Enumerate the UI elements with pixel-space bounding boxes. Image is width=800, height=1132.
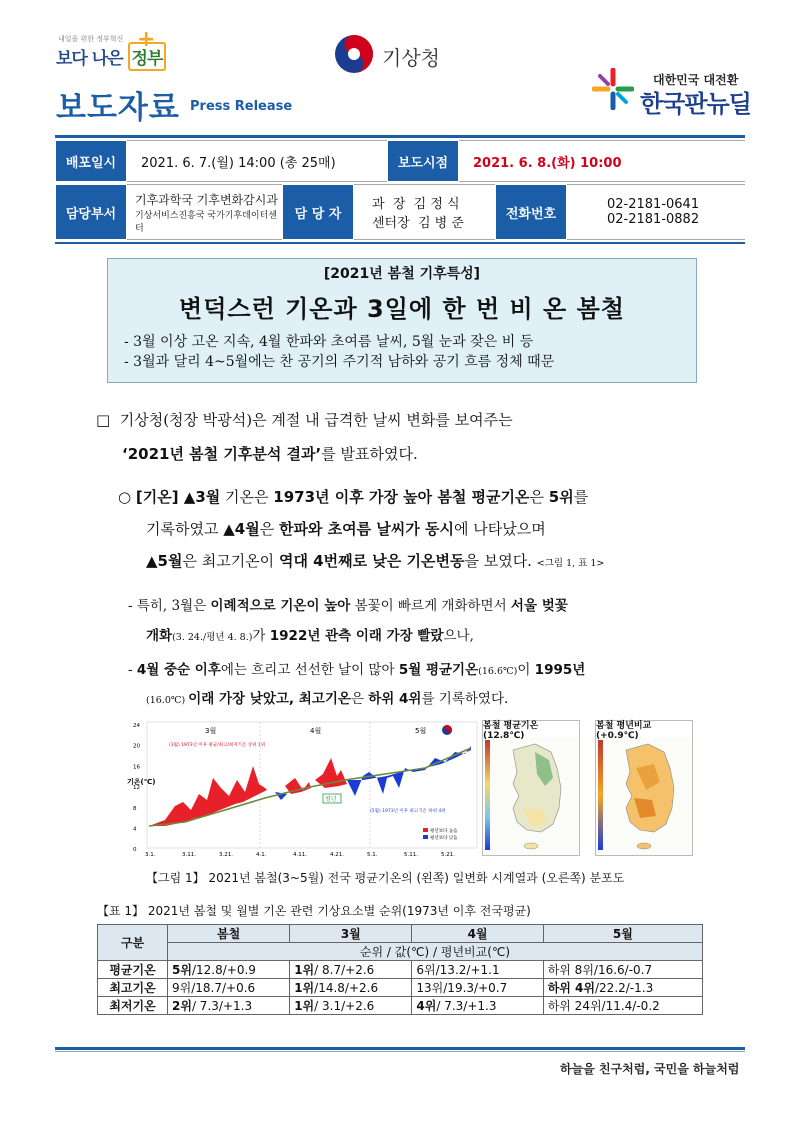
phone-line2: 02-2181-0882 — [607, 212, 700, 227]
p3l2-e: 으나, — [443, 628, 474, 644]
p1-text-c: 를 발표하였다. — [321, 445, 418, 463]
paragraph-3-line-1 — [128, 594, 568, 614]
map-spring-mean — [482, 720, 580, 856]
headline-title: 변덕스런 기온과 3일에 한 번 비 온 봄철 — [179, 295, 625, 323]
cell-value: /14.8/+2.6 — [314, 981, 379, 995]
y-tick-label: 12 — [133, 785, 140, 792]
headline-bullet-1: - 3월 이상 고온 지속, 4월 한파와 초여름 날씨, 5월 눈과 잦은 비 등 — [124, 334, 534, 350]
paragraph-2-line-1 — [118, 486, 588, 507]
table-unit-row — [98, 943, 703, 961]
table-caption: 【표 1】 2021년 봄철 및 월별 기온 관련 기상요소별 순위(1973년 이후 전국평균) — [97, 904, 531, 918]
date-value: 2021. 6. 7.(월) 14:00 (총 25매) — [127, 140, 387, 182]
p3-a: - 특히, 3월은 — [128, 598, 211, 614]
temperature-timeseries-chart — [125, 718, 480, 860]
cell-value: 9위/18.7/+0.6 — [172, 981, 256, 995]
p1-bold: ‘2021년 봄철 기후분석 결과’ — [122, 445, 322, 463]
rank-bold: 2위 — [172, 999, 192, 1013]
table-cell — [412, 961, 543, 979]
p3-d: 서울 벚꽃 — [510, 598, 568, 614]
table-row — [98, 961, 703, 979]
agency-name: 기상청 — [382, 46, 440, 70]
cell-value: / 7.3/+1.3 — [191, 999, 253, 1013]
p2l3-a: ▲5월 — [146, 552, 183, 570]
phone-value — [567, 184, 745, 240]
info-bottom-rule — [55, 242, 745, 244]
embargo-value: 2021. 6. 8.(화) 10:00 — [459, 140, 745, 182]
cell-value: /22.2/-1.3 — [595, 981, 654, 995]
info-top-rule — [55, 135, 745, 138]
y-tick-label: 20 — [133, 743, 140, 750]
x-tick-label: 4.21. — [330, 852, 344, 858]
p4l2-d: 은 — [350, 691, 369, 707]
x-tick-label: 3.11. — [182, 852, 196, 858]
p3l2-c: 가 — [252, 628, 270, 644]
cell-value: 6위/13.2/+1.1 — [416, 963, 500, 977]
table-cell — [543, 979, 702, 997]
x-tick-label: 4.1. — [256, 852, 267, 858]
headline-subtitle: [2021년 봄철 기후특성] — [323, 266, 481, 282]
p4l2-c: , 최고기온 — [288, 691, 351, 707]
rank-bold: 4위 — [416, 999, 437, 1013]
info-row-date — [55, 140, 745, 182]
table-col-header: 구분 — [98, 925, 168, 961]
p2l3-d: 을 보였다. — [464, 552, 532, 570]
p3l2-a: 개화 — [146, 628, 173, 644]
paragraph-3-line-2 — [146, 624, 474, 644]
month-label-may: 5월 — [415, 727, 427, 735]
p3-c: 봄꽃이 빠르게 개화하면서 — [350, 598, 511, 614]
normal-tag: 평년 — [325, 796, 337, 803]
p2-b: ▲3월 — [183, 488, 221, 506]
x-tick-label: 5.21. — [441, 852, 455, 858]
korea-map-1 — [483, 738, 579, 856]
month-label-march: 3월 — [205, 727, 217, 735]
map-spring-anomaly — [595, 720, 693, 856]
x-tick-label: 3.1. — [145, 852, 156, 858]
unit-label: 순위 / 값(℃) / 평년비교(℃) — [168, 943, 703, 961]
person-value — [354, 184, 495, 240]
annotation-march: (3월) 1973년 이후 평균/최고/최저기온 상위 1위 — [169, 743, 266, 748]
rank-bold: 1위 — [294, 963, 315, 977]
headline-bullet-2: - 3월과 달리 4~5월에는 찬 공기의 주기적 남하와 공기 흐름 정체 때문 — [124, 354, 555, 370]
dept-line1: 기후과학국 기후변화감시과 — [135, 192, 278, 207]
p4l2-e: 하위 4위 — [368, 691, 422, 707]
circle-bullet: ○ — [118, 488, 132, 506]
cell-value: 13위/19.3/+0.7 — [416, 981, 508, 995]
table-cell — [168, 979, 290, 997]
table-cell — [290, 997, 412, 1015]
person-line2: 센터장 김 병 준 — [372, 216, 464, 231]
p2-e: 은 — [529, 488, 549, 506]
rank-bold: 하위 4위 — [547, 981, 595, 995]
embargo-label: 보도시점 — [387, 140, 459, 182]
x-tick-label: 4.11. — [293, 852, 307, 858]
dept-line2: 기상서비스진흥국 국가기후데이터센터 — [135, 210, 277, 234]
paragraph-1-line-1 — [96, 409, 513, 430]
p4-a: - — [128, 662, 137, 678]
p2-a: [기온] — [135, 488, 184, 506]
period-march: 3월 — [290, 925, 412, 943]
press-subtitle: Press Release — [190, 99, 293, 114]
table-cell — [168, 997, 290, 1015]
y-tick-label: 16 — [133, 764, 140, 771]
p3-b: 이례적으로 기온이 높아 — [210, 598, 351, 614]
square-bullet: □ — [96, 411, 111, 429]
newdeal-title: 한국판뉴딜 — [640, 90, 751, 118]
period-spring: 봄철 — [168, 925, 290, 943]
p2-d: 1973년 이후 가장 높아 봄철 평균기온 — [273, 488, 530, 506]
p2l3-c: 역대 4번째로 낮은 기온변동 — [278, 552, 465, 570]
y-tick-label: 4 — [133, 826, 137, 833]
p4-d: 5월 평균기온 — [398, 662, 479, 678]
y-tick-label: 0 — [133, 847, 137, 854]
cell-value: /12.8/+0.9 — [191, 963, 256, 977]
table-row — [98, 997, 703, 1015]
legend-warm: 평년보다 높음 — [430, 829, 458, 834]
p4l2-f: 를 기록하였다. — [421, 691, 509, 707]
headline-box — [107, 258, 697, 383]
newdeal-tagline: 대한민국 대전환 — [653, 73, 739, 87]
table-cell — [290, 979, 412, 997]
table-cell — [543, 997, 702, 1015]
paragraph-2-line-2 — [146, 518, 546, 539]
table-cell — [290, 961, 412, 979]
p3l2-b: (3. 24./평년 4. 8.) — [172, 632, 253, 643]
p4-e: (16.6℃) — [478, 666, 518, 677]
row-header: 최저기온 — [98, 997, 168, 1015]
table-row — [98, 979, 703, 997]
footer-rule — [55, 1047, 745, 1050]
p4-f: 이 — [517, 662, 535, 678]
figure-caption: 【그림 1】 2021년 봄철(3~5월) 전국 평균기온의 (왼쪽) 일변화 시계열과 (오른쪽) 분포도 — [146, 871, 625, 885]
map2-title: 봄철 평년비교(+0.9℃) — [596, 721, 692, 737]
x-tick-label: 5.11. — [404, 852, 418, 858]
p4-c: 에는 흐리고 선선한 날이 많아 — [220, 662, 399, 678]
p2l2-b: ▲4월 — [223, 520, 260, 538]
p2l2-a: 기록하였고 — [146, 520, 224, 538]
p1-text-a: 기상청(청장 박광석)은 계절 내 급격한 날씨 변화를 보여주는 — [119, 411, 513, 429]
press-title: 보도자료 — [56, 90, 180, 126]
row-header: 최고기온 — [98, 979, 168, 997]
ranking-table — [97, 924, 703, 1015]
p4-g: 1995년 — [534, 662, 586, 678]
table-cell — [412, 979, 543, 997]
table-header-row — [98, 925, 703, 943]
paragraph-4-line-2 — [146, 687, 508, 707]
p2l2-c: 은 — [259, 520, 279, 538]
phone-label: 전화번호 — [495, 184, 567, 240]
y-tick-label: 24 — [133, 723, 140, 729]
cell-value: / 3.1/+2.6 — [314, 999, 375, 1013]
x-tick-label: 5.1. — [367, 852, 378, 858]
rank-bold: 1위 — [294, 999, 315, 1013]
row-header: 평균기온 — [98, 961, 168, 979]
cell-value: 하위 24위/11.4/-0.2 — [547, 999, 660, 1013]
date-label: 배포일시 — [55, 140, 127, 182]
cell-value: / 7.3/+1.3 — [436, 999, 497, 1013]
period-april: 4월 — [412, 925, 543, 943]
p2-f: 5위 — [548, 488, 574, 506]
person-label: 담 당 자 — [282, 184, 354, 240]
dept-value — [127, 184, 282, 240]
gov-logo-text: 보다 나은 — [56, 49, 128, 69]
korea-map-2 — [596, 738, 692, 856]
p4-b: 4월 중순 이후 — [136, 662, 221, 678]
gov-logo-box: 정부 — [128, 42, 167, 71]
p2l2-e: 에 나타났으며 — [454, 520, 546, 538]
table-cell — [412, 997, 543, 1015]
kma-emblem-icon — [334, 34, 374, 74]
table-cell — [168, 961, 290, 979]
info-row-contact — [55, 184, 745, 240]
rank-bold: 1위 — [294, 981, 315, 995]
newdeal-logo-icon — [592, 68, 634, 110]
gov-tagline: 내일을 위한 정부혁신 — [58, 35, 124, 43]
p2l3-b: 은 최고기온이 — [182, 552, 279, 570]
cell-value: 하위 8위/16.6/-0.7 — [547, 963, 653, 977]
paragraph-4-line-1 — [128, 658, 585, 678]
person-line1: 과 장 김 정 식 — [372, 197, 460, 212]
plus-icon: + — [137, 27, 156, 52]
p2l2-d: 한파와 초여름 날씨가 동시 — [278, 520, 455, 538]
p2l3-ref: <그림 1, 표 1> — [536, 558, 605, 569]
footer-slogan: 하늘을 친구처럼, 국민을 하늘처럼 — [560, 1062, 740, 1076]
annotation-may: (5월) 1973년 이후 최고기온 하위 4위 — [370, 809, 446, 814]
phone-line1: 02-2181-0641 — [607, 197, 700, 212]
table-cell — [543, 961, 702, 979]
chart-ylabel: 기온(℃) — [127, 778, 156, 786]
cell-value: / 8.7/+2.6 — [314, 963, 375, 977]
p2-g: 를 — [573, 488, 589, 506]
p3l2-d: 1922년 관측 이래 가장 빨랐 — [269, 628, 444, 644]
p4l2-b: 이래 가장 낮았고 — [188, 691, 289, 707]
map1-title: 봄철 평균기온(12.8℃) — [483, 721, 579, 737]
p2-c: 기온은 — [220, 488, 274, 506]
legend-cold: 평년보다 낮음 — [430, 836, 458, 841]
footer-rule-thin — [55, 1051, 745, 1052]
x-tick-label: 3.21. — [219, 852, 233, 858]
month-label-april: 4월 — [310, 727, 322, 735]
paragraph-1-line-2 — [122, 443, 418, 464]
paragraph-2-line-3 — [146, 550, 604, 571]
dept-label: 담당부서 — [55, 184, 127, 240]
p4l2-a: (16.0℃) — [146, 695, 189, 706]
y-tick-label: 8 — [133, 805, 137, 812]
period-may: 5월 — [543, 925, 702, 943]
rank-bold: 5위 — [172, 963, 192, 977]
